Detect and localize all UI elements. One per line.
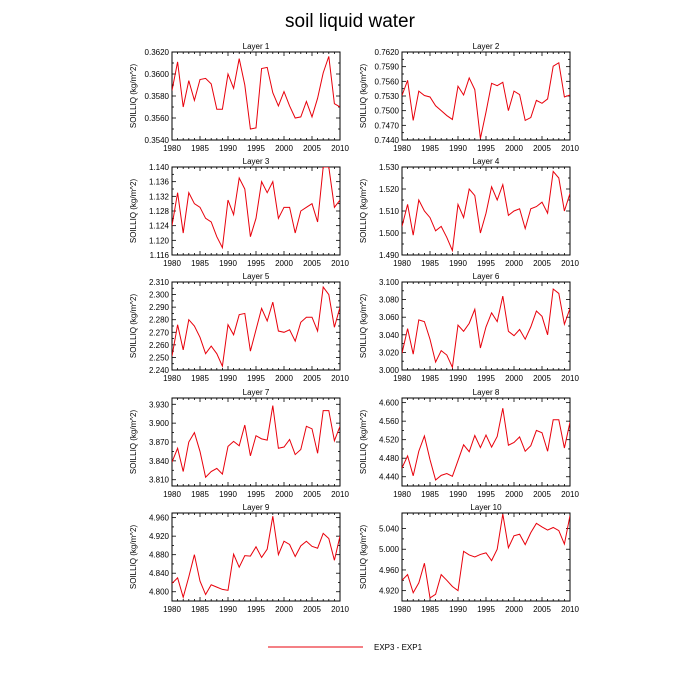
x-tick-label: 1995 [247, 605, 265, 614]
x-tick-label: 2000 [505, 259, 523, 268]
legend-label: EXP3 - EXP1 [374, 643, 423, 652]
y-tick-label: 4.960 [148, 513, 169, 523]
y-tick-label: 3.930 [148, 400, 169, 410]
y-tick-label: 2.250 [148, 353, 169, 363]
x-tick-label: 1990 [219, 259, 237, 268]
y-axis-label: SOILLIQ (kg/m^2) [359, 178, 368, 244]
y-tick-label: 0.3600 [144, 70, 169, 79]
x-tick-label: 1990 [449, 374, 467, 383]
y-axis-label: SOILLIQ (kg/m^2) [359, 524, 368, 590]
x-tick-label: 1980 [163, 144, 181, 153]
x-tick-label: 1990 [219, 490, 237, 499]
x-tick-label: 2005 [533, 144, 551, 153]
x-tick-label: 1980 [393, 605, 411, 614]
panel-title: Layer 5 [242, 272, 270, 281]
y-tick-label: 4.480 [378, 454, 399, 464]
x-tick-label: 2000 [505, 490, 523, 499]
y-tick-label: 4.600 [378, 398, 399, 408]
y-tick-label: 4.560 [378, 417, 399, 427]
y-axis-label: SOILLIQ (kg/m^2) [129, 524, 138, 590]
x-tick-label: 1985 [421, 259, 439, 268]
x-tick-label: 1995 [477, 259, 495, 268]
x-tick-label: 2005 [533, 490, 551, 499]
panel-title: Layer 7 [242, 388, 270, 397]
y-axis-label: SOILLIQ (kg/m^2) [359, 409, 368, 475]
y-axis-label: SOILLIQ (kg/m^2) [359, 63, 368, 129]
x-tick-label: 2010 [331, 259, 349, 268]
x-tick-label: 1980 [393, 374, 411, 383]
y-tick-label: 1.136 [148, 177, 169, 187]
x-tick-label: 2005 [303, 605, 321, 614]
x-tick-label: 2010 [561, 490, 579, 499]
y-tick-label: 4.960 [378, 565, 399, 575]
x-tick-label: 1980 [393, 144, 411, 153]
x-tick-label: 2005 [303, 490, 321, 499]
y-tick-label: 4.840 [148, 569, 169, 579]
x-tick-label: 1995 [477, 490, 495, 499]
panel-title: Layer 4 [472, 157, 500, 166]
y-tick-label: 0.7590 [374, 62, 399, 72]
x-tick-label: 1980 [393, 490, 411, 499]
x-tick-label: 2000 [505, 374, 523, 383]
x-tick-label: 1985 [191, 259, 209, 268]
y-tick-label: 0.7440 [374, 136, 399, 145]
x-tick-label: 2000 [505, 144, 523, 153]
x-tick-label: 2005 [303, 144, 321, 153]
x-tick-label: 2005 [533, 374, 551, 383]
x-tick-label: 2005 [303, 259, 321, 268]
panel-title: Layer 3 [242, 157, 270, 166]
x-tick-label: 2005 [533, 605, 551, 614]
y-axis-label: SOILLIQ (kg/m^2) [129, 409, 138, 475]
x-tick-label: 1985 [421, 605, 439, 614]
x-tick-label: 2010 [561, 144, 579, 153]
y-tick-label: 3.080 [378, 295, 399, 305]
x-tick-label: 2010 [561, 605, 579, 614]
x-tick-label: 1990 [449, 259, 467, 268]
x-tick-label: 1980 [163, 490, 181, 499]
y-tick-label: 0.7620 [374, 48, 399, 57]
x-tick-label: 2000 [505, 605, 523, 614]
x-tick-label: 1985 [421, 144, 439, 153]
y-tick-label: 3.060 [378, 313, 399, 323]
y-axis-label: SOILLIQ (kg/m^2) [129, 178, 138, 244]
x-tick-label: 2005 [303, 374, 321, 383]
x-tick-label: 2000 [275, 605, 293, 614]
x-tick-label: 2010 [331, 490, 349, 499]
y-tick-label: 4.920 [148, 532, 169, 542]
y-tick-label: 0.7500 [374, 106, 399, 116]
y-tick-label: 0.3560 [144, 114, 169, 123]
x-tick-label: 1985 [191, 490, 209, 499]
y-tick-label: 1.132 [148, 192, 169, 202]
y-tick-label: 0.3540 [144, 136, 169, 145]
y-tick-label: 1.124 [148, 221, 169, 231]
y-tick-label: 0.3580 [144, 92, 169, 101]
y-tick-label: 1.140 [148, 163, 169, 172]
y-tick-label: 4.520 [378, 435, 399, 445]
y-tick-label: 0.7530 [374, 92, 399, 101]
x-tick-label: 1990 [449, 605, 467, 614]
y-tick-label: 1.490 [378, 251, 399, 260]
y-tick-label: 1.500 [378, 229, 399, 238]
x-tick-label: 1980 [163, 374, 181, 383]
x-tick-label: 1990 [449, 144, 467, 153]
y-tick-label: 4.440 [378, 472, 399, 482]
x-tick-label: 1990 [449, 490, 467, 499]
y-tick-label: 2.240 [148, 366, 169, 375]
x-tick-label: 1980 [163, 259, 181, 268]
y-tick-label: 3.000 [378, 366, 399, 375]
y-tick-label: 2.300 [148, 290, 169, 300]
x-tick-label: 1980 [163, 605, 181, 614]
x-tick-label: 2000 [275, 144, 293, 153]
y-tick-label: 0.7470 [374, 121, 399, 131]
x-tick-label: 1995 [247, 144, 265, 153]
y-tick-label: 1.116 [149, 251, 169, 260]
x-tick-label: 2010 [331, 144, 349, 153]
x-tick-label: 1990 [219, 144, 237, 153]
x-tick-label: 2005 [533, 259, 551, 268]
x-tick-label: 2010 [331, 605, 349, 614]
y-axis-label: SOILLIQ (kg/m^2) [129, 63, 138, 129]
figure-title: soil liquid water [285, 11, 415, 32]
y-tick-label: 3.810 [148, 475, 169, 485]
x-tick-label: 1985 [421, 374, 439, 383]
x-tick-label: 1995 [247, 259, 265, 268]
y-tick-label: 3.870 [148, 438, 169, 447]
y-tick-label: 3.020 [378, 348, 399, 358]
x-tick-label: 1980 [393, 259, 411, 268]
y-tick-label: 3.040 [378, 330, 399, 340]
x-tick-label: 2000 [275, 259, 293, 268]
x-tick-label: 1985 [191, 374, 209, 383]
y-tick-label: 2.310 [148, 278, 169, 287]
x-tick-label: 1995 [477, 374, 495, 383]
y-tick-label: 1.510 [378, 207, 399, 216]
y-tick-label: 2.290 [148, 303, 169, 313]
y-tick-label: 1.128 [148, 207, 169, 216]
y-tick-label: 3.900 [148, 419, 169, 429]
y-tick-label: 5.040 [378, 524, 399, 534]
x-tick-label: 2000 [275, 374, 293, 383]
x-tick-label: 1985 [421, 490, 439, 499]
y-tick-label: 3.100 [378, 278, 399, 287]
x-tick-label: 1995 [477, 144, 495, 153]
y-tick-label: 1.520 [378, 185, 399, 194]
x-tick-label: 1995 [477, 605, 495, 614]
y-tick-label: 4.800 [148, 587, 169, 597]
y-tick-label: 0.7560 [374, 77, 399, 87]
x-tick-label: 2010 [561, 374, 579, 383]
x-tick-label: 1990 [219, 605, 237, 614]
y-tick-label: 2.280 [148, 315, 169, 325]
y-tick-label: 2.260 [148, 340, 169, 350]
x-tick-label: 2000 [275, 490, 293, 499]
y-tick-label: 3.840 [148, 456, 169, 466]
panel-title: Layer 10 [470, 503, 502, 512]
x-tick-label: 1995 [247, 490, 265, 499]
panel-title: Layer 6 [472, 272, 500, 281]
x-tick-label: 1995 [247, 374, 265, 383]
y-axis-label: SOILLIQ (kg/m^2) [359, 293, 368, 359]
panel-title: Layer 9 [242, 503, 270, 512]
panel-title: Layer 8 [472, 388, 500, 397]
y-tick-label: 0.3620 [144, 48, 169, 57]
x-tick-label: 1985 [191, 605, 209, 614]
y-tick-label: 4.880 [148, 550, 169, 560]
y-axis-label: SOILLIQ (kg/m^2) [129, 293, 138, 359]
y-tick-label: 4.920 [378, 586, 399, 596]
y-tick-label: 5.000 [378, 545, 399, 555]
y-tick-label: 1.530 [378, 163, 399, 172]
x-tick-label: 1985 [191, 144, 209, 153]
panel-title: Layer 1 [242, 42, 270, 51]
x-tick-label: 2010 [561, 259, 579, 268]
y-tick-label: 1.120 [148, 236, 169, 246]
x-tick-label: 1990 [219, 374, 237, 383]
panel-title: Layer 2 [472, 42, 500, 51]
y-tick-label: 2.270 [148, 328, 169, 338]
x-tick-label: 2010 [331, 374, 349, 383]
